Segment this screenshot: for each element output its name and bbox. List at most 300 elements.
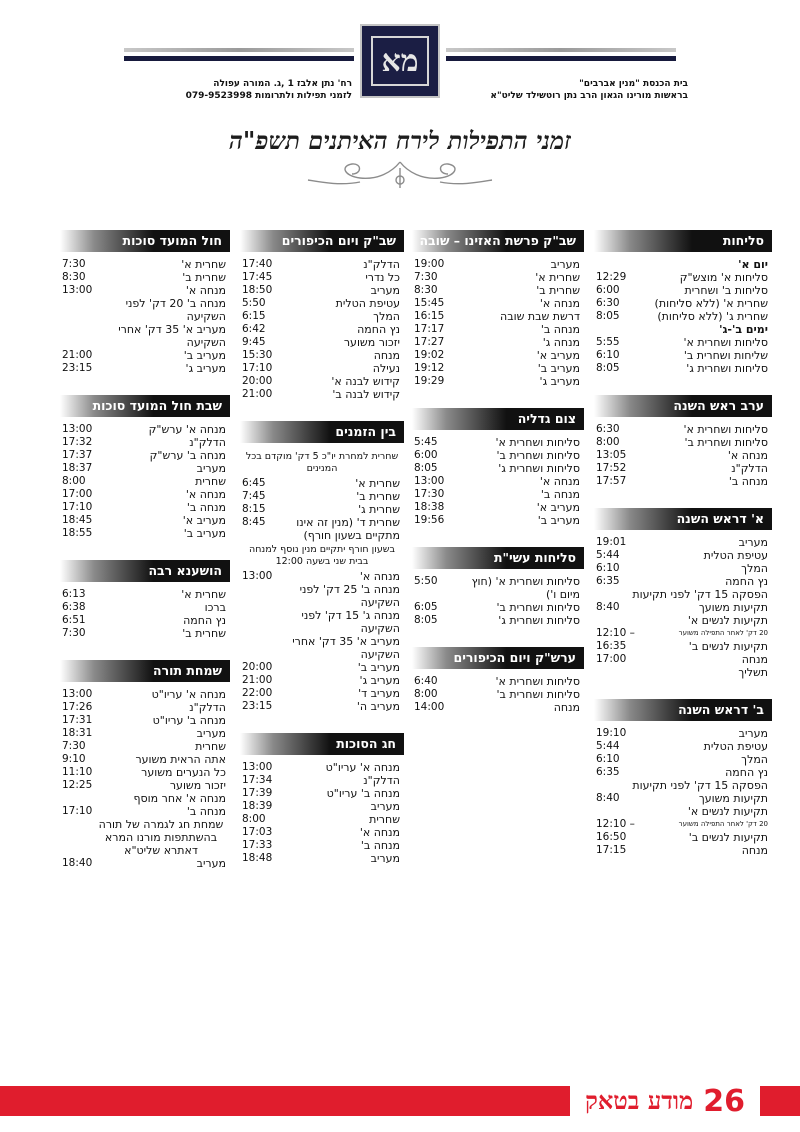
prayer-name: מעריב: [196, 857, 226, 870]
schedule-row: [240, 787, 404, 800]
schedule-row: [594, 844, 772, 857]
prayer-time: 17:03: [242, 826, 273, 838]
prayer-time: 15:45: [414, 297, 445, 309]
schedule-row: [240, 687, 404, 700]
prayer-time: 17:31: [62, 714, 93, 726]
prayer-name: תקיעות לנשים א': [687, 805, 768, 818]
prayer-time: 6:35: [596, 575, 620, 587]
prayer-time: 6:13: [62, 588, 86, 600]
schedule-row: [594, 831, 772, 844]
prayer-time: 19:10: [596, 727, 627, 739]
prayer-name: סליחות ושחרית ג': [498, 614, 580, 627]
schedule-row: [412, 462, 584, 475]
prayer-time: 17:27: [414, 336, 445, 348]
prayer-name: כל נדרי: [365, 271, 400, 284]
schedule-row: [60, 462, 230, 475]
prayer-name: מנחה א': [359, 826, 400, 839]
prayer-time: 17:33: [242, 839, 273, 851]
prayer-name: מנחה ג': [542, 336, 580, 349]
prayer-time: 5:50: [242, 297, 266, 309]
schedule-row: [594, 449, 772, 462]
prayer-time: 16:35: [596, 640, 627, 652]
prayer-time: 19:12: [414, 362, 445, 374]
section-note: בשעון חורף יתקיים מנין נוסף למנחה בבית שני בשעה 12:00: [248, 544, 395, 567]
prayer-time: 17:00: [62, 488, 93, 500]
prayer-time: 6:10: [596, 349, 620, 361]
schedule-row: [240, 800, 404, 813]
synagogue-name: בית הכנסת "מנין אברבים": [579, 79, 688, 89]
schedule-row: [240, 661, 404, 674]
prayer-time: 5:44: [596, 549, 620, 561]
prayer-time: 17:17: [414, 323, 445, 335]
schedule-section: [60, 560, 230, 640]
schedule-row: [60, 588, 230, 601]
schedule-row: [60, 514, 230, 527]
prayer-name: מעריב ג': [185, 362, 226, 375]
prayer-time: 18:48: [242, 852, 273, 864]
prayer-time: 17:40: [242, 258, 273, 270]
schedule-row: [594, 310, 772, 323]
schedule-section: [240, 230, 404, 401]
schedule-section: [412, 230, 584, 388]
prayer-name: יזכור משוער: [343, 336, 400, 349]
prayer-name: קידוש לבנה א': [331, 375, 400, 388]
prayer-time: 18:45: [62, 514, 93, 526]
schedule-row: [594, 766, 772, 779]
schedule-row: [240, 826, 404, 839]
prayer-time: 6:10: [596, 562, 620, 574]
prayer-name: מנחה א' עריו"ט: [325, 761, 400, 774]
schedule-row: [60, 779, 230, 792]
page-title: זמני התפילות לירח האיתנים תשפ"ה: [229, 126, 571, 155]
prayer-time: 6:38: [62, 601, 86, 613]
prayer-time: 6:42: [242, 323, 266, 335]
page-number: 26: [703, 1083, 745, 1119]
prayer-name: שחרית ג' (ללא סליחות): [657, 310, 768, 323]
footer-masthead: [570, 1080, 760, 1122]
schedule-row: [594, 258, 772, 271]
schedule-row: [594, 323, 772, 336]
prayer-name: מנחה א' אחר מוסף: [133, 792, 226, 805]
prayer-name: נץ החמה: [725, 575, 768, 588]
prayer-name: מנחה ב' ערש"ק: [149, 449, 226, 462]
schedule-section: [240, 421, 404, 713]
schedule-row: [240, 388, 404, 401]
schedule-row: [240, 258, 404, 271]
schedule-row: [60, 727, 230, 740]
schedule-row: [594, 297, 772, 310]
schedule-row: [240, 349, 404, 362]
schedule-row: [412, 336, 584, 349]
prayer-name: קידוש לבנה ב': [332, 388, 400, 401]
prayer-time: 17:15: [596, 844, 627, 856]
prayer-time: 7:30: [62, 740, 86, 752]
prayer-time: 6:45: [242, 477, 266, 489]
prayer-name: נץ החמה: [725, 766, 768, 779]
prayer-name: המלך: [741, 753, 768, 766]
prayer-name: סליחות ושחרית ב': [496, 601, 580, 614]
prayer-time: 6:30: [596, 423, 620, 435]
prayer-name: מנחה: [553, 701, 580, 714]
prayer-name: מנחה א': [727, 449, 768, 462]
prayer-time: 6:15: [242, 310, 266, 322]
prayer-time: 21:00: [242, 674, 273, 686]
logo-mark: מא: [371, 36, 429, 86]
prayer-name: כל הנערים משוער: [141, 766, 226, 779]
prayer-name: מעריב א': [536, 501, 580, 514]
prayer-name: סליחות ושחרית ב': [496, 688, 580, 701]
schedule-row: [240, 297, 404, 310]
prayer-time: 5:55: [596, 336, 620, 348]
prayer-name: שליחות ושחרית ב': [683, 349, 768, 362]
schedule-row: [60, 488, 230, 501]
synagogue-address: רח' נתן אלבז 1 ,ג. המורה עפולה: [213, 79, 352, 89]
prayer-time: 19:02: [414, 349, 445, 361]
column-1: [594, 230, 772, 877]
prayer-time: 22:00: [242, 687, 273, 699]
schedule-row: [594, 601, 772, 614]
ornament-divider: [300, 158, 500, 192]
prayer-name: הדלק"נ: [363, 774, 400, 787]
section-title: חג הסוכות: [240, 733, 404, 755]
prayer-name: מעריב ג': [539, 375, 580, 388]
schedule-row: [594, 727, 772, 740]
prayer-name: מנחה ב': [540, 488, 580, 501]
prayer-name: מעריב א' 35 דק' אחרי השקיעה: [292, 635, 400, 661]
prayer-time: 17:32: [62, 436, 93, 448]
prayer-name: תקיעות משועך: [698, 601, 768, 614]
schedule-row: [594, 653, 772, 666]
schedule-row: [412, 349, 584, 362]
prayer-time: 18:37: [62, 462, 93, 474]
prayer-name: ימים ב'-ג': [719, 323, 768, 336]
prayer-time: 17:52: [596, 462, 627, 474]
schedule-row: [240, 284, 404, 297]
prayer-name: מנחה ב' 25 דק' לפני השקיעה: [299, 583, 400, 609]
prayer-name: מנחה ג' 15 דק' לפני השקיעה: [301, 609, 400, 635]
prayer-time: 8:40: [596, 792, 620, 804]
prayer-name: הדלק"נ: [731, 462, 768, 475]
prayer-name: תקיעות לנשים ב': [688, 831, 768, 844]
schedule-row: [60, 792, 230, 805]
prayer-time: 11:10: [62, 766, 93, 778]
section-title: סליחות עשי"ת: [412, 547, 584, 569]
schedule-row: [240, 852, 404, 865]
prayer-name: מעריב ד': [358, 687, 400, 700]
schedule-row: [412, 675, 584, 688]
schedule-row: [60, 436, 230, 449]
prayer-name: מעריב: [370, 284, 400, 297]
schedule-row: [594, 666, 772, 679]
prayer-name: מנחה ב' 20 דק' לפני השקיעה: [125, 297, 226, 323]
schedule-row: [60, 740, 230, 753]
prayer-name: הדלק"נ: [363, 258, 400, 271]
schedule-row: [594, 627, 772, 640]
schedule-section: [594, 230, 772, 375]
prayer-name: מנחה א' ערש"ק: [148, 423, 226, 436]
prayer-name: תקיעות לנשים א': [687, 614, 768, 627]
prayer-name: סליחות ושחרית א': [495, 436, 580, 449]
schedule-row: [412, 575, 584, 601]
prayer-time: 19:01: [596, 536, 627, 548]
prayer-name: תקיעות משועך: [698, 792, 768, 805]
prayer-name: מעריב: [196, 727, 226, 740]
schedule-row: [594, 284, 772, 297]
section-title: שב"ק ויום הכיפורים: [240, 230, 404, 252]
schedule-row: [240, 323, 404, 336]
schedule-row: [594, 614, 772, 627]
schedule-row: [594, 271, 772, 284]
prayer-name: עטיפת הטלית: [703, 740, 768, 753]
schedule-row: [594, 423, 772, 436]
schedule-row: [594, 753, 772, 766]
prayer-name: מעריב א' 35 דק' אחרי השקיעה: [118, 323, 226, 349]
prayer-time: 13:00: [242, 761, 273, 773]
prayer-name: שחרית ג': [358, 503, 400, 516]
prayer-name: מנחה א' עריו"ט: [151, 688, 226, 701]
prayer-time: 14:00: [414, 701, 445, 713]
schedule-section: [240, 733, 404, 865]
schedule-row: [240, 336, 404, 349]
section-title: ב' דראש השנה: [594, 699, 772, 721]
schedule-row: [412, 501, 584, 514]
schedule-row: [60, 449, 230, 462]
schedule-row: [594, 562, 772, 575]
schedule-row: [594, 462, 772, 475]
prayer-name: סליחות ושחרית ג': [686, 362, 768, 375]
prayer-time: 19:56: [414, 514, 445, 526]
prayer-name: סליחות ושחרית ג': [498, 462, 580, 475]
prayer-time: 5:44: [596, 740, 620, 752]
prayer-time: 8:30: [62, 271, 86, 283]
prayer-time: 17:57: [596, 475, 627, 487]
schedule-section: [60, 660, 230, 870]
schedule-row: [594, 740, 772, 753]
prayer-time: 7:30: [62, 627, 86, 639]
prayer-name: מעריב ג': [359, 674, 400, 687]
schedule-row: [60, 714, 230, 727]
schedule-row: [240, 477, 404, 490]
prayer-time: 16:15: [414, 310, 445, 322]
prayer-time: 9:45: [242, 336, 266, 348]
schedule-row: [60, 527, 230, 540]
schedule-row: [60, 857, 230, 870]
prayer-name: מנחה א': [539, 297, 580, 310]
prayer-name: סליחות ושחרית א' (חוץ מיום ו'): [471, 575, 580, 601]
schedule-row: [60, 818, 230, 857]
schedule-row: [60, 805, 230, 818]
prayer-name: מעריב: [550, 258, 580, 271]
prayer-name: סליחות ושחרית ב': [496, 449, 580, 462]
prayer-time: 8:45: [242, 516, 266, 528]
prayer-time: 23:15: [242, 700, 273, 712]
schedule-row: [594, 805, 772, 818]
prayer-name: שחרית ב': [182, 271, 226, 284]
prayer-name: מעריב א': [536, 349, 580, 362]
section-title: שמחת תורה: [60, 660, 230, 682]
prayer-time: 17:10: [62, 501, 93, 513]
schedule-row: [240, 503, 404, 516]
prayer-name: סליחות ב' ושחרית: [684, 284, 768, 297]
schedule-row: [240, 570, 404, 583]
prayer-name: שמחת חג לגמרה של תורה בהשתתפות מורנו המרא דאתרא שליט"א: [98, 818, 224, 857]
prayer-name: שחרית א': [355, 477, 400, 490]
prayer-name: מעריב ב': [537, 362, 580, 375]
schedule-section: [594, 395, 772, 488]
prayer-name: הפסקה 15 דק' לפני תקיעות: [632, 779, 768, 792]
prayer-time: 8:05: [596, 310, 620, 322]
schedule-row: [240, 674, 404, 687]
prayer-name: נעילה: [372, 362, 400, 375]
schedule-row: [240, 490, 404, 503]
prayer-time: 5:45: [414, 436, 438, 448]
prayer-time: 17:00: [596, 653, 627, 665]
prayer-name: מעריב: [370, 800, 400, 813]
section-title: חול המועד סוכות: [60, 230, 230, 252]
prayer-name: מעריב: [196, 462, 226, 475]
schedule-row: [60, 753, 230, 766]
prayer-time: 13:00: [414, 475, 445, 487]
section-title: ערש"ק ויום הכיפורים: [412, 647, 584, 669]
prayer-name: אתה הראית משוער: [135, 753, 226, 766]
prayer-time: 6:30: [596, 297, 620, 309]
prayer-time: 16:50: [596, 831, 627, 843]
prayer-time: 15:30: [242, 349, 273, 361]
prayer-time: 8:00: [62, 475, 86, 487]
prayer-time: 21:00: [62, 349, 93, 361]
schedule-section: [594, 699, 772, 857]
prayer-name: שחרית ד' (מנין זה אינו מתקיים בשעון חורף): [296, 516, 400, 542]
prayer-time: 20:00: [242, 375, 273, 387]
prayer-time: 17:10: [62, 805, 93, 817]
section-title: בין הזמנים: [240, 421, 404, 443]
column-3: [240, 230, 404, 885]
schedule-row: [240, 774, 404, 787]
schedule-row: [412, 284, 584, 297]
schedule-row: [60, 475, 230, 488]
prayer-name: תשליך: [738, 666, 768, 679]
prayer-time: 12:25: [62, 779, 93, 791]
schedule-row: [60, 284, 230, 297]
prayer-name: עטיפת הטלית: [703, 549, 768, 562]
prayer-time: 12:29: [596, 271, 627, 283]
schedule-row: [60, 601, 230, 614]
publication-name: מודע בטאק: [585, 1086, 694, 1115]
prayer-name: סליחות ושחרית א': [683, 423, 768, 436]
prayer-time: 19:29: [414, 375, 445, 387]
schedule-section: [412, 647, 584, 714]
schedule-row: [240, 362, 404, 375]
prayer-name: מנחה: [741, 653, 768, 666]
synagogue-rabbi: בראשות מורינו הגאון הרב נתן רוטשילד שליט"א: [490, 91, 688, 101]
prayer-name: מנחה ב': [728, 475, 768, 488]
prayer-time: 18:39: [242, 800, 273, 812]
schedule-row: [412, 297, 584, 310]
schedule-section: [60, 395, 230, 540]
schedule-row: [240, 516, 404, 542]
schedule-section: [60, 230, 230, 375]
prayer-time: 6:05: [414, 601, 438, 613]
schedule-row: [60, 701, 230, 714]
prayer-name: תקיעות לנשים ב': [688, 640, 768, 653]
prayer-time: 17:37: [62, 449, 93, 461]
schedule-row: [60, 766, 230, 779]
prayer-name: המלך: [373, 310, 400, 323]
prayer-time: 6:00: [596, 284, 620, 296]
prayer-time: 18:40: [62, 857, 93, 869]
schedule-row: [412, 475, 584, 488]
prayer-name: הדלק"נ: [189, 701, 226, 714]
prayer-time: 18:55: [62, 527, 93, 539]
schedule-row: [594, 588, 772, 601]
prayer-time: 17:10: [242, 362, 273, 374]
prayer-name: מעריב ב': [357, 661, 400, 674]
prayer-time: 18:31: [62, 727, 93, 739]
schedule-row: [60, 627, 230, 640]
prayer-name: מעריב: [738, 727, 768, 740]
schedule-row: [412, 258, 584, 271]
schedule-row: [594, 349, 772, 362]
prayer-name: מנחה: [373, 349, 400, 362]
schedule-row: [412, 271, 584, 284]
schedule-row: [412, 614, 584, 627]
schedule-row: [594, 818, 772, 831]
prayer-time: 8:05: [414, 462, 438, 474]
schedule-row: [594, 436, 772, 449]
schedule-section: [412, 547, 584, 627]
section-note: שחרית למחרת יו"כ 5 דק' מוקדם בכל המנינים: [245, 451, 399, 474]
prayer-name: מנחה ב': [186, 805, 226, 818]
schedule-section: [594, 508, 772, 679]
schedule-row: [412, 362, 584, 375]
prayer-name: מנחה א': [185, 488, 226, 501]
prayer-time: 8:00: [414, 688, 438, 700]
schedule-row: [594, 779, 772, 792]
section-title: שב"ק פרשת האזינו – שובה: [412, 230, 584, 252]
prayer-name: מעריב ב': [183, 349, 226, 362]
prayer-name: מעריב: [738, 536, 768, 549]
prayer-time: 6:10: [596, 753, 620, 765]
prayer-name: הדלק"נ: [189, 436, 226, 449]
logo: [360, 24, 440, 98]
schedule-row: [240, 271, 404, 284]
prayer-name: שחרית א': [181, 258, 226, 271]
schedule-row: [594, 362, 772, 375]
prayer-name: סליחות ושחרית א': [495, 675, 580, 688]
schedule-row: [240, 839, 404, 852]
schedule-row: [60, 297, 230, 323]
prayer-time: 8:05: [414, 614, 438, 626]
prayer-name: מעריב ב': [183, 527, 226, 540]
schedule-row: [240, 635, 404, 661]
column-2: [412, 230, 584, 734]
schedule-row: [412, 601, 584, 614]
schedule-section: [412, 408, 584, 527]
prayer-time: 5:50: [414, 575, 438, 587]
prayer-name: סליחות א' מוצש"ק: [679, 271, 768, 284]
prayer-name: סליחות ושחרית א': [683, 336, 768, 349]
schedule-row: [60, 271, 230, 284]
prayer-name: יום א': [738, 258, 768, 271]
column-4: [60, 230, 230, 890]
schedule-row: [240, 583, 404, 609]
schedule-row: [594, 575, 772, 588]
schedule-row: [594, 640, 772, 653]
prayer-time: 6:51: [62, 614, 86, 626]
prayer-name: שחרית: [195, 740, 226, 753]
schedule-row: [412, 323, 584, 336]
prayer-name: מעריב ה': [356, 700, 400, 713]
